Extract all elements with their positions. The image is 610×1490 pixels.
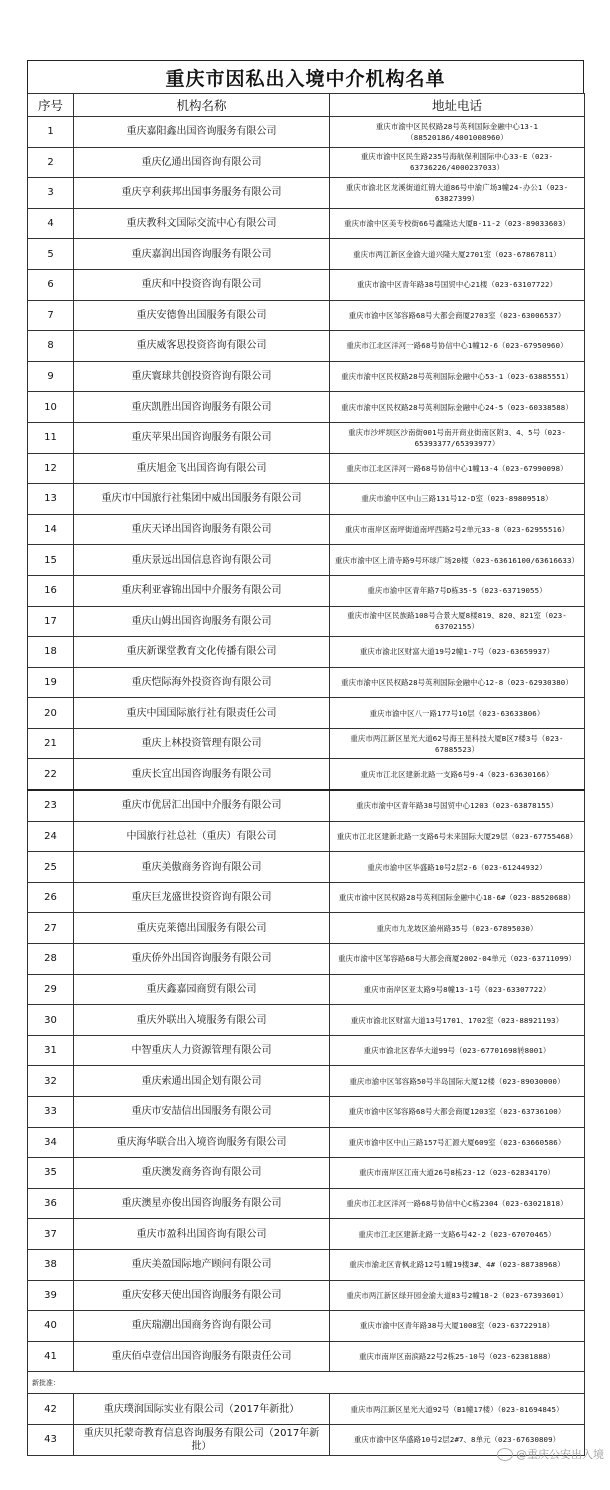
address-phone: 重庆市两江新区金渝大道兴隆大厦2701室（023-67867811）: [330, 239, 585, 270]
table-row: [28, 944, 585, 975]
address-phone: 重庆市渝中区华盛路10号2层2-6（023-61244932）: [330, 852, 585, 883]
org-name: 重庆美傲商务咨询有限公司: [74, 852, 330, 883]
org-name: 重庆和中投资咨询有限公司: [74, 269, 330, 300]
table-row: [28, 913, 585, 944]
org-name: 重庆苹果出国咨询服务有限公司: [74, 422, 330, 453]
table-row: [28, 1035, 585, 1066]
row-index: 37: [28, 1219, 74, 1250]
address-phone: 重庆市江北区建新北路一支路6号未来国际大厦29层（023-67755468）: [330, 821, 585, 852]
row-index: 40: [28, 1311, 74, 1342]
row-index: 23: [28, 790, 74, 821]
row-index: 41: [28, 1341, 74, 1372]
row-index: 34: [28, 1127, 74, 1158]
table-row: [28, 514, 585, 545]
row-index: 9: [28, 361, 74, 392]
org-name: 重庆鑫嘉园商贸有限公司: [74, 974, 330, 1005]
org-name: 重庆索通出国企划有限公司: [74, 1066, 330, 1097]
org-name: 重庆天译出国咨询服务有限公司: [74, 514, 330, 545]
row-index: 20: [28, 698, 74, 729]
org-name: 重庆旭金飞出国咨询有限公司: [74, 453, 330, 484]
address-phone: 重庆市江北区洋河一路68号协信中心1幢12-6（023-67950960）: [330, 331, 585, 362]
address-phone: 重庆市渝中区民权路28号英利国际金融中心12-8（023-62930380）: [330, 667, 585, 698]
address-phone: 重庆市渝中区民权路28号英利国际金融中心18-6#（023-88520688）: [330, 882, 585, 913]
row-index: 42: [28, 1394, 74, 1425]
table-row: [28, 974, 585, 1005]
org-name: 重庆市安喆信出国服务有限公司: [74, 1097, 330, 1128]
header-index: 序号: [28, 94, 74, 117]
address-phone: 重庆市两江新区绿开园金渝大道83号2幢18-2（023-67393601）: [330, 1280, 585, 1311]
row-index: 15: [28, 545, 74, 576]
org-name: 重庆中国国际旅行社有限责任公司: [74, 698, 330, 729]
row-index: 28: [28, 944, 74, 975]
note-row: [28, 1372, 585, 1394]
table-row: [28, 392, 585, 423]
table-row: [28, 361, 585, 392]
org-name: 重庆恺际海外投资咨询有限公司: [74, 667, 330, 698]
table-row: [28, 1005, 585, 1036]
org-name: 重庆海华联合出入境咨询服务有限公司: [74, 1127, 330, 1158]
row-index: 10: [28, 392, 74, 423]
address-phone: 重庆市渝北区财富大道19号2幢1-7号（023-63659937）: [330, 637, 585, 668]
row-index: 38: [28, 1249, 74, 1280]
table-row: [28, 882, 585, 913]
org-name: 中智重庆人力资源管理有限公司: [74, 1035, 330, 1066]
org-name: 重庆上林投资管理有限公司: [74, 728, 330, 759]
table-row: [28, 1394, 585, 1425]
table-row: [28, 178, 585, 209]
table-row: [28, 759, 585, 790]
table-row: [28, 147, 585, 178]
org-name: 重庆凯胜出国咨询服务有限公司: [74, 392, 330, 423]
row-index: 17: [28, 606, 74, 637]
address-phone: 重庆市九龙坡区渝州路35号（023-67895030）: [330, 913, 585, 944]
row-index: 24: [28, 821, 74, 852]
org-name: 重庆外联出入境服务有限公司: [74, 1005, 330, 1036]
row-index: 26: [28, 882, 74, 913]
org-name: 重庆璞润国际实业有限公司（2017年新批）: [74, 1394, 330, 1425]
address-phone: 重庆市两江新区星光大道92号（B1幢17楼）（023-81694845）: [330, 1394, 585, 1425]
address-phone: 重庆市渝中区青年路38号国贸中心21楼（023-63107722）: [330, 269, 585, 300]
table-row: [28, 484, 585, 515]
table-row: [28, 1066, 585, 1097]
org-name: 重庆克莱德出国服务有限公司: [74, 913, 330, 944]
row-index: 21: [28, 728, 74, 759]
row-index: 31: [28, 1035, 74, 1066]
org-name: 重庆市优居汇出国中介服务有限公司: [74, 790, 330, 821]
table-row: [28, 208, 585, 239]
org-name: 重庆澳星亦俊出国咨询服务有限公司: [74, 1188, 330, 1219]
row-index: 2: [28, 147, 74, 178]
org-name: 重庆新课堂教育文化传播有限公司: [74, 637, 330, 668]
org-name: 重庆长宜出国咨询服务有限公司: [74, 759, 330, 790]
address-phone: 重庆市江北区建新北路一支路6号9-4（023-63630166）: [330, 759, 585, 790]
address-phone: 重庆市渝中区民权路28号英利国际金融中心13-1（88520186/4001008960）: [330, 117, 585, 148]
header-org-name: 机构名称: [74, 94, 330, 117]
row-index: 43: [28, 1424, 74, 1455]
note-label: 新批准：: [28, 1372, 585, 1394]
address-phone: 重庆市渝中区青年路38号国贸中心1203（023-63878155）: [330, 790, 585, 821]
table-row: [28, 606, 585, 637]
table-row: [28, 545, 585, 576]
row-index: 6: [28, 269, 74, 300]
table-row: [28, 1188, 585, 1219]
table-row: [28, 667, 585, 698]
org-name: 重庆市盈科出国咨询有限公司: [74, 1219, 330, 1250]
header-address-phone: 地址电话: [330, 94, 585, 117]
address-phone: 重庆市渝中区民生路235号海航保利国际中心33-E（023-63736226/4000237033）: [330, 147, 585, 178]
row-index: 13: [28, 484, 74, 515]
address-phone: 重庆市渝中区邹容路50号半岛国际大厦12楼（023-89030000）: [330, 1066, 585, 1097]
row-index: 36: [28, 1188, 74, 1219]
address-phone: 重庆市两江新区星光大道62号海王星科技大厦B区7楼3号（023-67885523）: [330, 728, 585, 759]
org-name: 中国旅行社总社（重庆）有限公司: [74, 821, 330, 852]
row-index: 35: [28, 1158, 74, 1189]
address-phone: 重庆市渝中区华盛路10号2层2#7、8单元（023-67630809）: [330, 1424, 585, 1455]
page-title: 重庆市因私出入境中介机构名单: [27, 60, 584, 93]
address-phone: 重庆市渝中区青年路38号大厦1008室（023-63722918）: [330, 1311, 585, 1342]
watermark-text: @重庆公安出入境: [516, 1448, 604, 1461]
org-name: 重庆巨龙盛世投资咨询有限公司: [74, 882, 330, 913]
address-phone: 重庆市渝中区中山三路157号汇源大厦609室（023-63660586）: [330, 1127, 585, 1158]
table-row: [28, 117, 585, 148]
table-row: [28, 1158, 585, 1189]
table-row: [28, 1341, 585, 1372]
table-header-row: [28, 94, 585, 117]
table-row: [28, 575, 585, 606]
org-name: 重庆佰卓壹信出国咨询服务有限责任公司: [74, 1341, 330, 1372]
table-row: [28, 1249, 585, 1280]
table-row: [28, 300, 585, 331]
org-name: 重庆教科文国际交流中心有限公司: [74, 208, 330, 239]
org-name: 重庆瑞潮出国商务咨询有限公司: [74, 1311, 330, 1342]
row-index: 29: [28, 974, 74, 1005]
table-row: [28, 728, 585, 759]
address-phone: 重庆市渝中区民权路28号英利国际金融中心24-5（023-60338588）: [330, 392, 585, 423]
org-name: 重庆亿通出国咨询有限公司: [74, 147, 330, 178]
org-name: 重庆安德鲁出国服务有限公司: [74, 300, 330, 331]
address-phone: 重庆市渝中区邹容路68号大都会商厦2703室（023-63006537）: [330, 300, 585, 331]
address-phone: 重庆市南岸区江南大道26号8栋23-12（023-62834170）: [330, 1158, 585, 1189]
row-index: 32: [28, 1066, 74, 1097]
table-row: [28, 1311, 585, 1342]
row-index: 33: [28, 1097, 74, 1128]
row-index: 27: [28, 913, 74, 944]
org-name: 重庆澳发商务咨询有限公司: [74, 1158, 330, 1189]
row-index: 14: [28, 514, 74, 545]
table-row: [28, 422, 585, 453]
address-phone: 重庆市沙坪坝区沙南街001号南开商业街南区附3、4、5号（023-65393377/65393977）: [330, 422, 585, 453]
address-phone: 重庆市渝中区青年路7号D栋35-5（023-63719055）: [330, 575, 585, 606]
address-phone: 重庆市渝中区中山三路131号12-D室（023-89809518）: [330, 484, 585, 515]
row-index: 39: [28, 1280, 74, 1311]
row-index: 19: [28, 667, 74, 698]
address-phone: 重庆市南岸区南坪街道南坪西路2号2单元33-8（023-62955516）: [330, 514, 585, 545]
address-phone: 重庆市江北区建新北路一支路6号42-2（023-67070465）: [330, 1219, 585, 1250]
org-name: 重庆寰球共创投资咨询有限公司: [74, 361, 330, 392]
watermark: [497, 1446, 604, 1462]
address-phone: 重庆市江北区洋河一路68号协信中心C栋2304（023-63021818）: [330, 1188, 585, 1219]
org-name: 重庆威客思投资咨询有限公司: [74, 331, 330, 362]
document-sheet: [27, 60, 584, 1456]
row-index: 25: [28, 852, 74, 883]
table-row: [28, 1127, 585, 1158]
row-index: 18: [28, 637, 74, 668]
org-name: 重庆安移天使出国咨询服务有限公司: [74, 1280, 330, 1311]
row-index: 12: [28, 453, 74, 484]
address-phone: 重庆市渝北区龙溪街道红锦大道86号中渝广场3幢24-办公1（023-63827399）: [330, 178, 585, 209]
org-name: 重庆嘉阳鑫出国咨询服务有限公司: [74, 117, 330, 148]
org-name: 重庆贝托蒙奇教育信息咨询服务有限公司（2017年新批）: [74, 1424, 330, 1455]
row-index: 22: [28, 759, 74, 790]
org-name: 重庆嘉润出国咨询服务有限公司: [74, 239, 330, 270]
row-index: 16: [28, 575, 74, 606]
address-phone: 重庆市渝中区民族路108号合景大厦8楼819、820、821室（023-63702155）: [330, 606, 585, 637]
row-index: 1: [28, 117, 74, 148]
org-name: 重庆市中国旅行社集团中威出国服务有限公司: [74, 484, 330, 515]
address-phone: 重庆市渝中区民权路28号英利国际金融中心53-1（023-63885551）: [330, 361, 585, 392]
address-phone: 重庆市渝中区邹容路68号大都会商厦2002-04单元（023-63711099）: [330, 944, 585, 975]
row-index: 3: [28, 178, 74, 209]
org-name: 重庆景远出国信息咨询有限公司: [74, 545, 330, 576]
row-index: 8: [28, 331, 74, 362]
address-phone: 重庆市渝中区上清寺路9号环球广场20楼（023-63616100/63616633）: [330, 545, 585, 576]
table-row: [28, 821, 585, 852]
address-phone: 重庆市南岸区亚太路9号8幢13-1号（023-63307722）: [330, 974, 585, 1005]
table-row: [28, 637, 585, 668]
row-index: 4: [28, 208, 74, 239]
table-row: [28, 239, 585, 270]
table-row: [28, 790, 585, 821]
org-name: 重庆侨外出国咨询服务有限公司: [74, 944, 330, 975]
table-row: [28, 698, 585, 729]
address-phone: 重庆市南岸区南滨路22号2栋25-10号（023-62381888）: [330, 1341, 585, 1372]
address-phone: 重庆市江北区洋河一路68号协信中心1幢13-4（023-67990098）: [330, 453, 585, 484]
address-phone: 重庆市渝北区财富大道13号1701、1702室（023-88921193）: [330, 1005, 585, 1036]
agency-table: [27, 93, 585, 1456]
org-name: 重庆利亚睿锦出国中介服务有限公司: [74, 575, 330, 606]
address-phone: 重庆市渝北区青枫北路12号1幢19楼3#、4#（023-88738968）: [330, 1249, 585, 1280]
row-index: 5: [28, 239, 74, 270]
table-row: [28, 331, 585, 362]
address-phone: 重庆市渝北区春华大道99号（023-67701698转8001）: [330, 1035, 585, 1066]
row-index: 7: [28, 300, 74, 331]
row-index: 11: [28, 422, 74, 453]
table-row: [28, 269, 585, 300]
table-row: [28, 1097, 585, 1128]
table-row: [28, 1280, 585, 1311]
table-row: [28, 1219, 585, 1250]
address-phone: 重庆市渝中区美专校街66号鑫隆达大厦B-11-2（023-89033603）: [330, 208, 585, 239]
org-name: 重庆山姆出国咨询服务有限公司: [74, 606, 330, 637]
table-row: [28, 852, 585, 883]
address-phone: 重庆市渝中区邹容路68号大都会商厦1203室（023-63736100）: [330, 1097, 585, 1128]
row-index: 30: [28, 1005, 74, 1036]
table-row: [28, 453, 585, 484]
table-body: [28, 117, 585, 1456]
weibo-icon: [497, 1448, 513, 1461]
org-name: 重庆美盈国际地产顾问有限公司: [74, 1249, 330, 1280]
address-phone: 重庆市渝中区八一路177号10层（023-63633806）: [330, 698, 585, 729]
org-name: 重庆亨利荻邦出国事务服务有限公司: [74, 178, 330, 209]
